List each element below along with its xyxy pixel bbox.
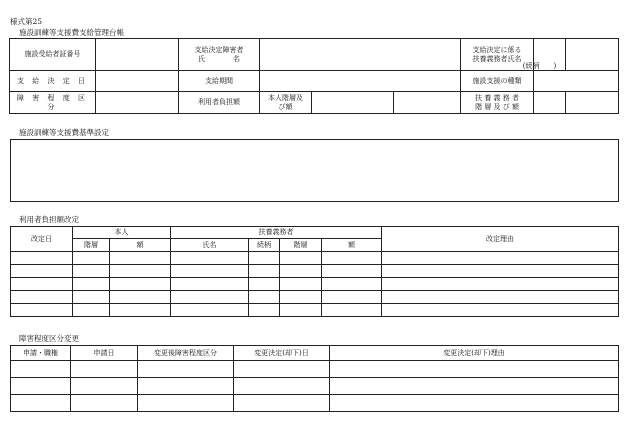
form-title: 施設訓練等支援費支給管理台帳 <box>19 28 124 37</box>
guardian-name-value[interactable] <box>522 39 566 71</box>
reason-header: 改定理由 <box>382 227 619 252</box>
period-label: 支給期間 <box>179 71 260 92</box>
table-row[interactable] <box>11 304 619 317</box>
guardian-extra-cell[interactable] <box>566 39 619 71</box>
application-date-header: 申請日 <box>71 346 138 361</box>
guardian-level-value[interactable] <box>534 92 566 114</box>
form-number: 様式第25 <box>10 17 43 26</box>
guardian-level-header: 階層 <box>280 239 322 252</box>
recipient-id-value[interactable] <box>96 39 179 71</box>
guardian-level-label: 扶 養 義 務 者 階 層 及 び 額 <box>461 92 534 114</box>
table-row[interactable] <box>11 395 619 412</box>
guardian-level-extra[interactable] <box>566 92 619 114</box>
standard-setting-box[interactable] <box>10 139 619 202</box>
self-level-extra[interactable] <box>394 92 461 114</box>
table-row[interactable] <box>11 278 619 291</box>
disability-table <box>10 345 619 412</box>
table-row[interactable] <box>11 291 619 304</box>
decision-date-header: 変更決定(却下)日 <box>234 346 330 361</box>
self-level-header: 階層 <box>73 239 110 252</box>
table-row[interactable] <box>11 252 619 265</box>
decision-date-value[interactable] <box>96 71 179 92</box>
facility-type-value[interactable] <box>534 71 619 92</box>
self-level-value[interactable] <box>312 92 394 114</box>
table-row[interactable] <box>11 361 619 378</box>
info-table <box>9 38 619 114</box>
disability-class-value[interactable] <box>96 92 179 114</box>
decision-date-label: 支 給 決 定 日 <box>10 71 96 92</box>
burden-section-title: 利用者負担額改定 <box>19 215 79 224</box>
guardian-name-header: 氏名 <box>171 239 249 252</box>
application-type-header: 申請・職権 <box>11 346 71 361</box>
relationship-label: (続柄 ) <box>522 61 557 70</box>
guardian-header: 扶養義務者 <box>171 227 382 239</box>
guardian-relationship-header: 続柄 <box>249 239 280 252</box>
guardian-amount-header: 額 <box>322 239 382 252</box>
standard-section-title: 施設訓練等支援費基準設定 <box>19 128 109 137</box>
burden-table <box>10 226 619 317</box>
self-amount-header: 額 <box>110 239 171 252</box>
disabled-name-label: 支給決定障害者 氏 名 <box>179 39 260 71</box>
period-value[interactable] <box>260 71 461 92</box>
facility-type-label: 施設支援の種類 <box>461 71 534 92</box>
self-level-label: 本人階層及 び額 <box>260 92 312 114</box>
disability-section-title: 障害程度区分変更 <box>19 334 79 343</box>
new-class-header: 変更後障害程度区分 <box>138 346 234 361</box>
decision-reason-header: 変更決定(却下)理由 <box>330 346 619 361</box>
user-burden-label: 利用者負担額 <box>179 92 260 114</box>
disabled-name-value[interactable] <box>260 39 461 71</box>
self-header: 本人 <box>73 227 171 239</box>
table-row[interactable] <box>11 265 619 278</box>
guardian-name-label: 支給決定に係る 扶養義務者氏名 <box>461 39 534 71</box>
disability-class-label: 障 害 程 度 区 分 <box>10 92 96 114</box>
recipient-id-label: 施設受給者証番号 <box>10 39 96 71</box>
table-row[interactable] <box>11 378 619 395</box>
revision-date-header: 改定日 <box>11 227 73 252</box>
